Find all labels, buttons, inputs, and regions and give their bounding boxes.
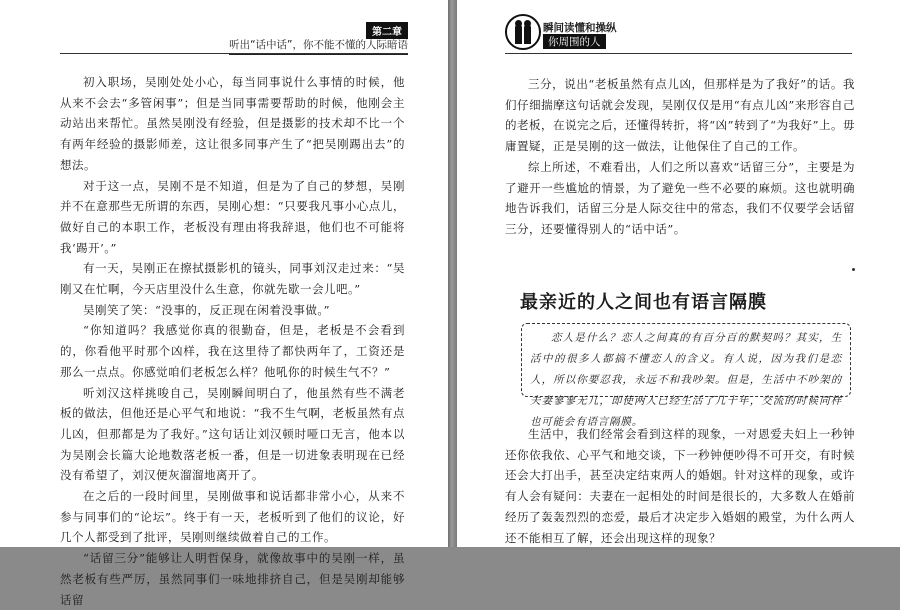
- right-page: [457, 0, 900, 547]
- paragraph: 初入职场，吴刚处处小心，每当同事说什么事情的时候，他从来不会去“多管闲事”；但是当同事需要帮助的时候，他刚会主动站出来帮忙。虽然吴刚没有经验，但是摄影的技术却不比一个有两年经验的摄影师差，这让很多同事产生了“把吴刚踢出去”的想法。: [60, 75, 405, 172]
- right-body-text-top: [505, 74, 855, 240]
- paragraph: 生活中，我们经常会看到这样的现象，一对恩爱夫妇上一秒钟还你依我依、心平气和地交谈，下一秒钟便吵得不可开交，有时候还会大打出手，甚至决定结束两人的婚姻。针对这样的现象，或许有人会有疑问：夫妻在一起相处的时间是很长的，大多数人在婚前经历了轰轰烈烈的恋爱，最后才决定步入婚姻的殿堂，为什么两人还不能相互了解，还会出现这样的现象？: [505, 427, 855, 545]
- paragraph: 综上所述，不难看出，人们之所以喜欢“话留三分”，主要是为了避开一些尴尬的情景，为了避免一些不必要的麻烦。这也就明确地告诉我们，话留三分是人际交往中的常态，我们不仅要学会话留三分，还要懂得别人的“话中话”。: [505, 159, 855, 236]
- right-body-text-bottom: [505, 424, 855, 548]
- paragraph: 三分，说出“老板虽然有点儿凶，但那样是为了我好”的话。我们仔细揣摩这句话就会发现，吴刚仅仅是用“有点儿凶”来形容自己的老板，在说完之后，还懂得转折，将“凶”转到了“为我好”上。毋庸置疑，正是吴刚的这一做法，让他保住了自己的工作。: [505, 77, 855, 154]
- two-people-icon: [505, 14, 541, 50]
- paragraph: “话留三分”能够让人明哲保身，就像故事中的吴刚一样，虽然老板有些严厉，虽然同事们一味地排挤自己，但是吴刚却能够话留: [60, 551, 405, 607]
- header-rule: [60, 53, 408, 54]
- section-heading: 最亲近的人之间也有语言隔膜: [520, 292, 767, 313]
- quote-box: [521, 323, 851, 428]
- running-head-line2: 你周围的人: [543, 34, 606, 49]
- paragraph: “你知道吗？我感觉你真的很勤奋，但是，老板是不会看到的，你看他平时那个凶样，我在这里待了都快两年了，工资还是那么一点点。你感觉咱们老板怎么样？他吼你的时候生气不？”: [60, 323, 405, 379]
- print-speck: [852, 268, 855, 271]
- left-body-text: [60, 72, 405, 610]
- chapter-label: 第二章: [366, 22, 408, 39]
- header-rule: [505, 53, 852, 54]
- paragraph: 对于这一点，吴刚不是不知道，但是为了自己的梦想，吴刚并不在意那些无所谓的东西，吴刚心想：“只要我凡事小心点儿，做好自己的本职工作，老板没有理由将我辞退，他们也不可能将我‘踢开’。”: [60, 178, 405, 255]
- book-gutter: [448, 0, 457, 547]
- left-page: [0, 0, 448, 607]
- paragraph: 在之后的一段时间里，吴刚做事和说话都非常小心，从来不参与同事们的“论坛”。终于有一天，老板听到了他们的议论，好几个人都受到了批评，吴刚则继续做着自己的工作。: [60, 489, 405, 545]
- paragraph: 吴刚笑了笑：“没事的，反正现在闲着没事做。”: [83, 302, 331, 317]
- paragraph: 有一天，吴刚正在擦拭摄影机的镜头，同事刘汉走过来：“吴刚又在忙啊，今天店里没什么生意，你就先歇一会儿吧。”: [60, 261, 405, 297]
- paragraph: 听刘汉这样挑唆自己，吴刚瞬间明白了，他虽然有些不满老板的做法，但他还是心平气和地说：“我不生气啊，老板虽然有点儿凶，但那都是为了我好。”这句话让刘汉顿时哑口无言，他本以为吴刚会长篇大论地数落老板一番，但是一切进象表明现在已经没有希望了，刘汉便灰溜溜地离开了。: [60, 385, 405, 483]
- quote-text: 恋人是什么？恋人之间真的有百分百的默契吗？其实，生活中的很多人都搞不懂恋人的含义。有人说，因为我们是恋人，所以你要忍我，永远不和我吵架。但是，生活中不吵架的夫妻寥寥无几，即使两人已经生活了几十年，交流的时候同样也可能会有语言隔膜。: [530, 332, 842, 428]
- running-head-line1: 瞬间读懂和操纵: [543, 22, 617, 34]
- running-head-title: 听出“话中话”，你不能不懂的人际暗语: [229, 37, 408, 55]
